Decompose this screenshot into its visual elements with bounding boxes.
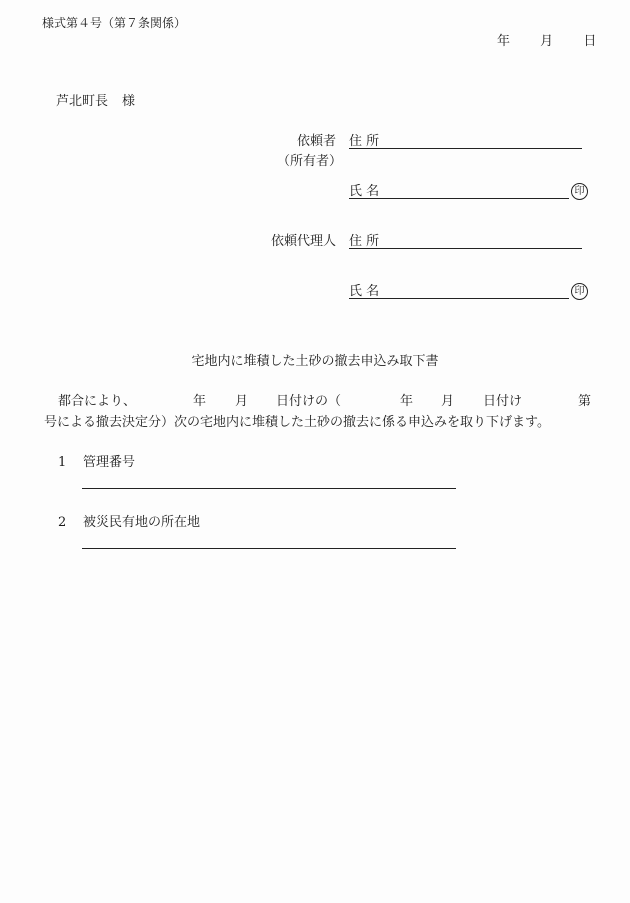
body-month2: 月 [441,394,455,409]
addressee [56,95,135,108]
requester-seal-icon: 印 [571,183,588,200]
agent-address-field[interactable] [349,248,582,249]
addressee-name: 芦北町長 [56,94,109,109]
item-2-number: 2 [58,515,67,530]
item-2-label: 被災民有地の所在地 [83,515,201,530]
form-number: 様式第４号（第７条関係） [42,16,187,30]
agent-address-label: 住 所 [349,234,380,249]
requester-label: 依頼者 [296,134,336,149]
body-year: 年 [193,394,207,409]
body-line2: 号による撤去決定分）次の宅地内に堆積した土砂の撤去に係る申込みを取り下げます。 [44,415,550,430]
item-1-field[interactable] [82,488,456,489]
body-year2: 年 [400,394,414,409]
item-2-field[interactable] [82,548,456,549]
requester-address-field[interactable] [349,148,582,149]
body-day-paren: 日付けの（ [276,394,342,409]
date-month: 月 [540,34,554,49]
agent-name-label: 氏 名 [349,284,380,299]
requester-sublabel: （所有者） [276,154,342,169]
agent-seal-icon: 印 [571,283,588,300]
item-1-label: 管理番号 [83,455,136,470]
body-month: 月 [235,394,249,409]
body-day2: 日付け [483,394,523,409]
requester-name-label: 氏 名 [349,184,380,199]
addressee-honorific: 様 [122,94,136,109]
requester-address-label: 住 所 [349,134,380,149]
body-lead: 都合により、 [58,394,137,409]
agent-label: 依頼代理人 [270,234,336,249]
item-1-number: 1 [58,455,67,470]
agent-name-field[interactable] [349,298,569,299]
body-dai: 第 [578,394,592,409]
document-title: 宅地内に堆積した土砂の撤去申込み取下書 [191,354,439,369]
date-line [497,35,596,48]
date-year: 年 [497,34,511,49]
date-day: 日 [583,34,597,49]
requester-name-field[interactable] [349,198,569,199]
